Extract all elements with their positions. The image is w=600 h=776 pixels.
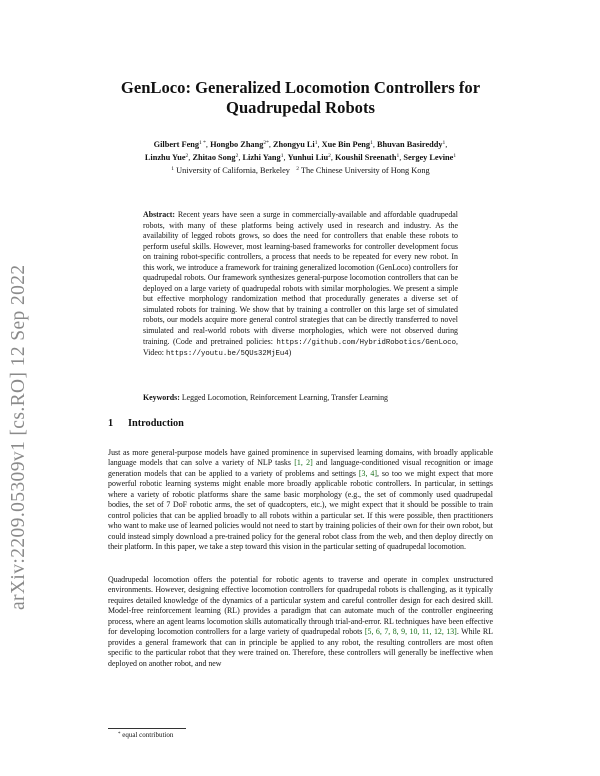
author: Zhongyu Li$^1$, [273, 140, 322, 149]
author: Hongbo Zhang$^{2*}$, [210, 140, 273, 149]
section-heading-introduction [108, 418, 493, 429]
affiliations: $^1$ University of California, Berkeley $^2$ The Chinese University of Hong Kong [171, 165, 430, 175]
citation-link[interactable]: [5, 6, 7, 8, 9, 10, 11, 12, 13] [364, 627, 457, 637]
abstract-text: Recent years have seen a surge in commercially-available and affordable quadrupedal robots, with many of these platforms being actively used in research and industry. As the availability of legged robots grows, so does the need for controllers that enable these robots to perform useful skills. However, most learning-based frameworks for controller development focus on training robot-specific controllers, a process that needs to be repeated for every new robot. In this work, we introduce a framework for training generalized locomotion (GenLoco) controllers for quadrupedal robots. Our framework synthesizes general-purpose locomotion controllers that can be deployed on a large variety of quadrupedal robots with similar morphologies. We present a simple but effective morphology randomization method that procedurally generates a diverse set of simulated robots for training. We show that by training a controller on this large set of simulated robots, our models acquire more general control strategies that can be directly transferred to novel simulated and real-world robots with diverse morphologies, which were not observed during training. (Code and pretrained policies: [143, 210, 458, 346]
video-label: , Video: [143, 336, 458, 358]
title-line-2: Quadrupedal Robots [226, 98, 375, 117]
footnote: * equal contribution [118, 731, 174, 739]
intro-paragraph-1: Just as more general-purpose models have gained prominence in supervised learning domains, with broadly applicable language models that can solve a variety of NLP tasks [1, 2] and language-conditioned visual recognition or image generation models that can be applied to a variety of problems and settings [3, 4], so too we might expect that more powerful robotic learning systems might enable more broadly applicable robotic controllers. In particular, in settings where a variety of robotic platforms share the same basic morphology (e.g., the set of commonly used quadrupedal bodies, the set of 7 DoF robotic arms, the set of quadcopters, etc.), we might expect that it should be possible to train control policies that can be applied broadly to all robots within a particular set. If this were possible, then practitioners who want to make use of learned policies would not need to start by training policies of their own for their own robot, but could instead simply download a pre-trained policy for the general robot class from the web, and then deploy directly on their platform. In this paper, we take a step toward this vision in the particular setting of quadrupedal locomotion. [108, 448, 493, 552]
code-link[interactable]: https://github.com/HybridRobotics/GenLoco [276, 338, 456, 347]
intro-paragraph-2: Quadrupedal locomotion offers the potential for robotic agents to traverse and operate in complex unstructured environments. However, designing effective locomotion controllers for quadrupedal robots is challenging, as it typically requires detailed knowledge of the dynamics of a particular system and careful controller design for each desired skill. Model-free reinforcement learning (RL) provides a paradigm that can automate much of the controller engineering process, where an agent learns locomotion skills automatically through trial-and-error. RL techniques have been effective for developing locomotion controllers for a large variety of quadrupedal robots [5, 6, 7, 8, 9, 10, 11, 12, 13]. While RL provides a general framework that can in principle be applied to any robot, the resulting controllers are most often specific to the particular robot that they were trained on. Therefore, these controllers will generally be ineffective when deployed on another robot, and new [108, 575, 493, 668]
author: Sergey Levine$^1$ [403, 152, 457, 162]
author: Linzhu Yue$^2$, [144, 152, 193, 162]
section-number: 1 [108, 418, 114, 429]
author: Lizhi Yang$^1$, [242, 152, 288, 162]
title-line-1: GenLoco: Generalized Locomotion Controllers for [120, 78, 481, 97]
author: Koushil Sreenath$^1$, [335, 152, 404, 162]
video-link[interactable]: https://youtu.be/5QUs32MjEu4 [166, 350, 289, 359]
author: Yunhui Liu$^2$, [287, 152, 336, 162]
keywords [143, 393, 458, 404]
abstract: Abstract: Recent years have seen a surge in commercially-available and affordable quadrupedal robots, with many of these platforms being actively used in research and industry. As the availability of legged robots grows, so does the need for controllers that enable these robots to perform useful skills. However, most learning-based frameworks for controller development focus on training robot-specific controllers, a process that needs to be repeated for every new robot. In this work, we introduce a framework for training generalized locomotion (GenLoco) controllers for quadrupedal robots. Our framework synthesizes general-purpose locomotion controllers that can be deployed on a large variety of quadrupedal robots with similar morphologies. We present a simple but effective morphology randomization method that procedurally generates a diverse set of simulated robots for training. We show that by training a controller on this large set of simulated robots, our models acquire more general control strategies that can be directly transferred to novel simulated and real-world robots with diverse morphologies, which were not observed during training. (Code and pretrained policies: https://github.com/HybridRobotics/GenLoco, Video: https://youtu.be/5QUs32MjEu4) [143, 210, 458, 359]
section-title: Introduction [128, 418, 184, 429]
affiliation-berkeley: University of California, Berkeley [176, 165, 290, 175]
keywords-label: Keywords: [143, 393, 180, 402]
affiliation-cuhk: The Chinese University of Hong Kong [300, 165, 430, 175]
arxiv-identifier: arXiv:2209.05309v1 [cs.RO] 12 Sep 2022 [8, 264, 29, 610]
author: Xue Bin Peng$^1$, [321, 140, 377, 149]
author: Bhuvan Basireddy$^1$, [376, 140, 448, 149]
citation-link[interactable]: [3, 4] [358, 468, 377, 478]
author: Zhitao Song$^2$, [192, 152, 243, 162]
authors-line-1 [108, 138, 493, 151]
keywords-text: Legged Locomotion, Reinforcement Learning, Transfer Learning [181, 393, 389, 402]
footnote-rule [108, 728, 186, 729]
author-block [108, 138, 493, 176]
abstract-label: Abstract: [143, 210, 175, 219]
citation-link[interactable]: [1, 2] [294, 458, 313, 468]
authors-line-2 [108, 151, 493, 164]
paper-title [108, 78, 493, 118]
author: Gilbert Feng$^{1 *}$, [153, 140, 211, 149]
